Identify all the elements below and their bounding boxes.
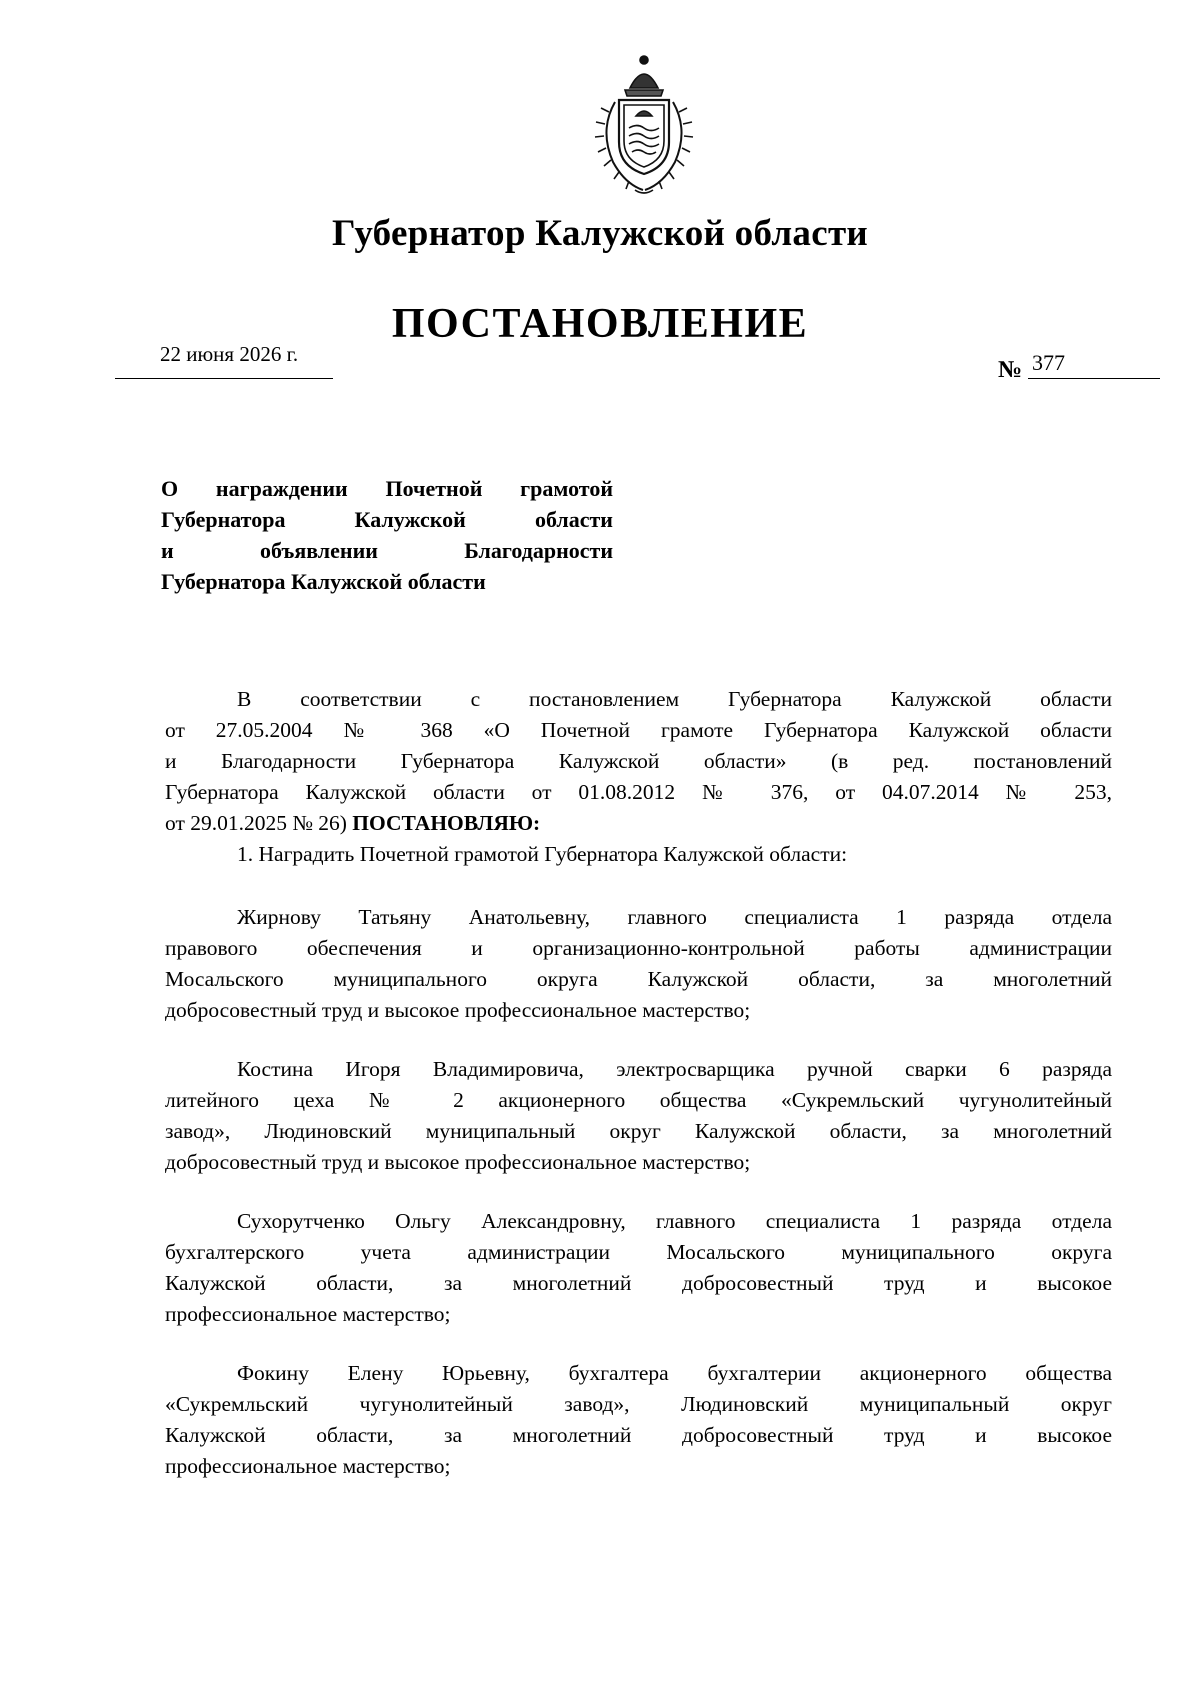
- awardee-line: «Сукремльский чугунолитейный завод», Людиновский муниципальный округ: [165, 1392, 1112, 1416]
- document-subject: [161, 473, 613, 597]
- awardee-line: Жирнову Татьяну Анатольевну, главного специалиста 1 разряда отдела: [237, 905, 1112, 929]
- preamble-paragraph: [165, 684, 1112, 870]
- subject-line: Губернатора Калужской области: [161, 569, 486, 594]
- awardee-line: Калужской области, за многолетний добросовестный труд и высокое: [165, 1423, 1112, 1447]
- issuing-authority: Губернатор Калужской области: [331, 213, 869, 254]
- awardee-line: Фокину Елену Юрьевну, бухгалтера бухгалтерии акционерного общества: [237, 1361, 1112, 1385]
- awardee-line: правового обеспечения и организационно-контрольной работы администрации: [165, 936, 1112, 960]
- awardee-line: Мосальского муниципального округа Калужской области, за многолетний: [165, 967, 1112, 991]
- awardee-line: добросовестный труд и высокое профессиональное мастерство;: [165, 1150, 751, 1174]
- coat-of-arms-emblem: [585, 50, 703, 200]
- preamble-last-text: от 29.01.2025 № 26): [165, 811, 347, 835]
- awardee-line: Калужской области, за многолетний добросовестный труд и высокое: [165, 1271, 1112, 1295]
- preamble-line: В соответствии с постановлением Губернатора Калужской области: [237, 687, 1112, 711]
- document-date: 22 июня 2026 г.: [160, 342, 299, 366]
- document-number: 377: [1032, 350, 1065, 375]
- date-underline: [115, 378, 333, 379]
- awardee-line: добросовестный труд и высокое профессиональное мастерство;: [165, 998, 751, 1022]
- awardee-line: Костина Игоря Владимировича, электросварщика ручной сварки 6 разряда: [237, 1057, 1112, 1081]
- subject-line: О награждении Почетной грамотой: [161, 476, 613, 501]
- document-type-title: ПОСТАНОВЛЕНИЕ: [391, 301, 809, 347]
- number-underline: [1028, 378, 1160, 379]
- preamble-line: от 27.05.2004 № 368 «О Почетной грамоте Губернатора Калужской области: [165, 718, 1112, 742]
- awardee-line: завод», Людиновский муниципальный округ Калужской области, за многолетний: [165, 1119, 1112, 1143]
- number-label: №: [998, 357, 1023, 383]
- awardee-paragraph: [165, 1358, 1112, 1482]
- awardee-line: профессиональное мастерство;: [165, 1454, 451, 1478]
- preamble-line: Губернатора Калужской области от 01.08.2012 № 376, от 04.07.2014 № 253,: [165, 780, 1112, 804]
- awardee-paragraph: [165, 902, 1112, 1026]
- preamble-line: и Благодарности Губернатора Калужской области» (в ред. постановлений: [165, 749, 1112, 773]
- awardee-line: профессиональное мастерство;: [165, 1302, 451, 1326]
- preamble-line: [165, 808, 1112, 839]
- awardee-line: литейного цеха № 2 акционерного общества «Сукремльский чугунолитейный: [165, 1088, 1112, 1112]
- subject-line: Губернатора Калужской области: [161, 507, 613, 532]
- decree-word: ПОСТАНОВЛЯЮ:: [352, 811, 541, 835]
- awardee-paragraph: [165, 1054, 1112, 1178]
- item-1: 1. Наградить Почетной грамотой Губернатора Калужской области:: [237, 842, 848, 866]
- awardee-line: бухгалтерского учета администрации Мосальского муниципального округа: [165, 1240, 1112, 1264]
- awardee-paragraph: [165, 1206, 1112, 1330]
- awardee-line: Сухорутченко Ольгу Александровну, главного специалиста 1 разряда отдела: [237, 1209, 1112, 1233]
- subject-line: и объявлении Благодарности: [161, 538, 613, 563]
